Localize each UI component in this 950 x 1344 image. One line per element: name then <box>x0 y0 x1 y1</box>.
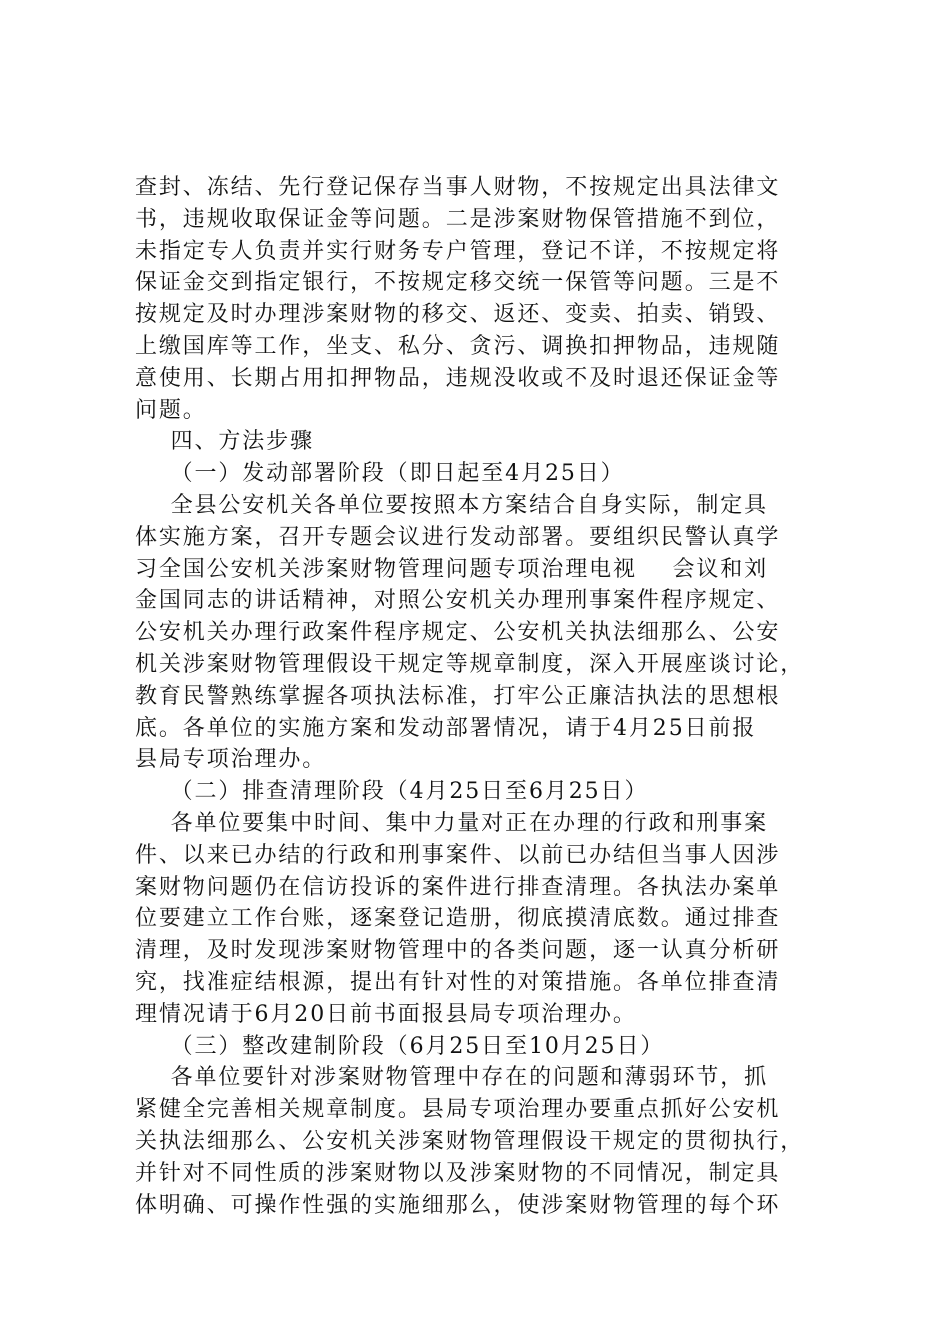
subsection-heading: （一）发动部署阶段（即日起至4月25日） <box>135 461 625 487</box>
text-line: 习全国公安机关涉案财物管理问题专项治理电视 会议和刘 <box>135 556 769 582</box>
text-line: 底。各单位的实施方案和发动部署情况，请于4月25日前报 <box>135 715 757 741</box>
text-line: 各单位要集中时间、集中力量对正在办理的行政和刑事案 <box>135 810 769 836</box>
subsection-heading: （三）整改建制阶段（6月25日至10月25日） <box>135 1033 665 1059</box>
text-line: 意使用、长期占用扣押物品，违规没收或不及时退还保证金等 <box>135 365 781 391</box>
body-text <box>135 172 835 1221</box>
text-line: 件、以来已办结的行政和刑事案件、以前已办结但当事人因涉 <box>135 842 781 868</box>
text-line: 全县公安机关各单位要按照本方案结合自身实际，制定具 <box>135 492 769 518</box>
text-line: 位要建立工作台账，逐案登记造册，彻底摸清底数。通过排查 <box>135 906 781 932</box>
text-line: 清理，及时发现涉案财物管理中的各类问题，逐一认真分析研 <box>135 938 781 964</box>
text-line: 机关涉案财物管理假设干规定等规章制度，深入开展座谈讨论， <box>135 651 805 677</box>
text-line: 究，找准症结根源，提出有针对性的对策措施。各单位排查清 <box>135 969 781 995</box>
text-line: 公安机关办理行政案件程序规定、公安机关执法细那么、公安 <box>135 620 781 646</box>
text-line: 关执法细那么、公安机关涉案财物管理假设干规定的贯彻执行， <box>135 1128 805 1154</box>
text-line: 教育民警熟练掌握各项执法标准，打牢公正廉洁执法的思想根 <box>135 683 781 709</box>
text-line: 问题。 <box>135 397 207 423</box>
text-line: 未指定专人负责并实行财务专户管理，登记不详，不按规定将 <box>135 238 781 264</box>
text-line: 理情况请于6月20日前书面报县局专项治理办。 <box>135 1001 637 1027</box>
text-line: 各单位要针对涉案财物管理中存在的问题和薄弱环节，抓 <box>135 1065 769 1091</box>
text-line: 并针对不同性质的涉案财物以及涉案财物的不同情况，制定具 <box>135 1160 781 1186</box>
text-line: 查封、冻结、先行登记保存当事人财物，不按规定出具法律文 <box>135 175 781 200</box>
text-line: 上缴国库等工作，坐支、私分、贪污、调换扣押物品，违规随 <box>135 333 781 359</box>
section-heading: 四、方法步骤 <box>135 429 314 455</box>
text-line: 保证金交到指定银行，不按规定移交统一保管等问题。三是不 <box>135 270 781 296</box>
text-line: 书，违规收取保证金等问题。二是涉案财物保管措施不到位， <box>135 206 781 232</box>
text-line: 金国同志的讲话精神，对照公安机关办理刑事案件程序规定、 <box>135 588 781 614</box>
text-line: 按规定及时办理涉案财物的移交、返还、变卖、拍卖、销毁、 <box>135 302 781 328</box>
text-line: 紧健全完善相关规章制度。县局专项治理办要重点抓好公安机 <box>135 1097 781 1123</box>
text-line: 体实施方案，召开专题会议进行发动部署。要组织民警认真学 <box>135 524 781 550</box>
subsection-heading: （二）排查清理阶段（4月25日至6月25日） <box>135 779 649 805</box>
text-line: 体明确、可操作性强的实施细那么，使涉案财物管理的每个环 <box>135 1192 781 1218</box>
text-line: 县局专项治理办。 <box>135 747 327 773</box>
text-line: 案财物问题仍在信访投诉的案件进行排查清理。各执法办案单 <box>135 874 781 900</box>
